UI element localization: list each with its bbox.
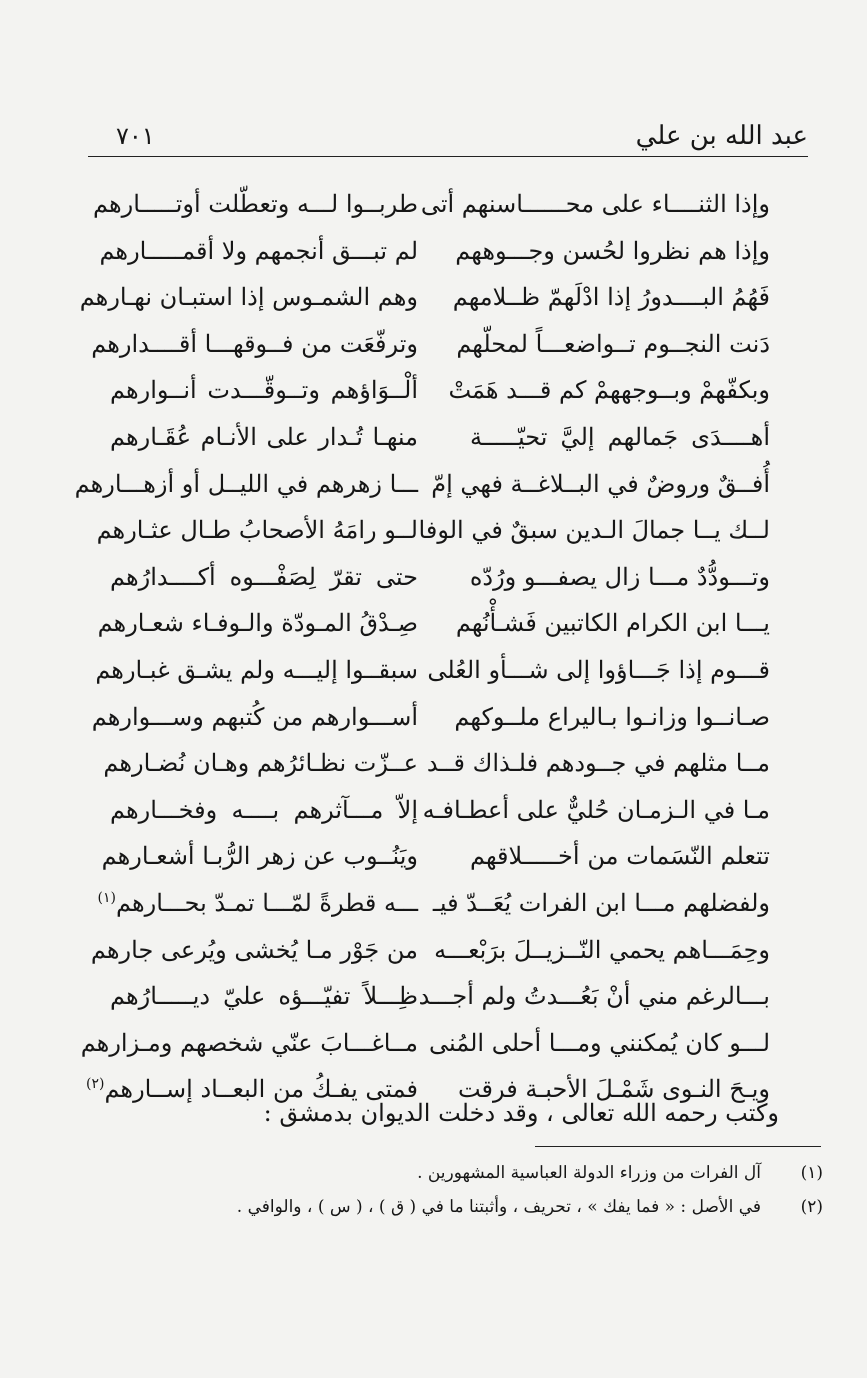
verse-second-hemistich-text: إلاّ مـــآثرهم بــــه وفخـــارهم — [110, 795, 418, 824]
footnote-text: في الأصل : « فما يفك » ، تحريف ، وأثبتنا ما في ( ق ) ، ( س ) ، والوافي . — [236, 1197, 761, 1217]
verse-second-hemistich — [80, 1019, 418, 1067]
verse-first-hemistich: فَهُمُ البــــدورُ إذا ادْلَهمّ ظــلامهم — [452, 283, 770, 312]
verse — [80, 739, 800, 787]
verse — [80, 180, 800, 228]
verse-second-hemistich-text: ـــا زهرهم في الليــل أو أزهـــارهم — [74, 469, 418, 498]
verse — [80, 506, 800, 554]
verse-first-hemistich: ولفضلهم مـــا ابن الفرات يُعَــدّ فيـ — [432, 889, 770, 917]
footnote — [83, 1190, 823, 1224]
verse — [80, 879, 800, 927]
verse-second-hemistich — [93, 180, 418, 228]
verse-first-hemistich: صـانــوا وزانـوا بـاليراع ملــوكهم — [454, 702, 770, 731]
closing-line: وكتب رحمه الله تعالى ، وقد دخلت الديوان بدمشق : — [263, 1099, 779, 1127]
verse-second-hemistich-text: لــو رامَهُ الأصحابُ طـال عثـارهم — [96, 516, 418, 545]
verse-second-hemistich-text: حتى تقرّ لِصَفْـــوه أكــــدارُهم — [110, 562, 418, 591]
verse-second-hemistich — [91, 693, 418, 741]
verse-first-hemistich: وإذا الثنــــاء على محــــــاسنهم أتى — [420, 190, 770, 218]
verse-second-hemistich-text: من جَوْر مـا يُخشى ويُرعى جارهم — [90, 935, 418, 964]
verse-second-hemistich-text: منهـا تُـدار على الأنـام عُقَـارهم — [110, 423, 418, 451]
verse — [80, 599, 800, 647]
verse — [80, 972, 800, 1020]
verse-second-hemistich-text: عــزّت نظـائرُهم وهـان نُضـارهم — [103, 749, 418, 778]
footnote-reference: (١) — [97, 890, 116, 906]
verse-second-hemistich-text: ألْــوَاؤهم وتــوقّـــدت أنــوارهم — [110, 376, 418, 405]
verse — [80, 1019, 800, 1067]
verse-second-hemistich-text: فمتى يفـكُ من البعــاد إســارهم — [104, 1075, 418, 1104]
verse-second-hemistich — [79, 273, 418, 321]
verse-second-hemistich — [101, 832, 418, 880]
verse-second-hemistich-text: وهم الشمـوس إذا استبـان نهـارهم — [79, 283, 418, 312]
verse-second-hemistich — [96, 506, 418, 554]
verse — [80, 413, 800, 461]
verse-first-hemistich: وحِمَـــاهم يحمي النّــزيــلَ برَبْعـــه — [434, 935, 770, 964]
verse-second-hemistich-text: مــاغـــابَ عنّي شخصهم ومـزارهم — [80, 1028, 418, 1057]
verse-first-hemistich: ويـحَ النـوى شَمْـلَ الأحبـة فرقت — [457, 1075, 770, 1104]
verse-first-hemistich: مـا في الـزمـان حُليٌّ على أعطـافـه — [422, 795, 770, 824]
verse-second-hemistich — [91, 320, 418, 368]
footnote — [83, 1156, 823, 1190]
verse-first-hemistich: تتعلم النّسَمات من أخـــــلاقهم — [470, 842, 770, 871]
verse-second-hemistich-text: وترفّعَت من فــوقهـــا أقــــدارهم — [91, 329, 418, 358]
verse-second-hemistich — [99, 227, 418, 275]
verse-second-hemistich-text: ويَنُــوب عن زهر الرُّبـا أشعـارهم — [101, 842, 418, 871]
verse — [74, 460, 800, 508]
verse-first-hemistich: وتـــودُّدٌ مـــا زال يصفـــو ورُدّه — [469, 562, 770, 591]
verse-first-hemistich: لــك يــا جمالَ الـدين سبقٌ في الوفا — [418, 516, 770, 545]
verse-first-hemistich: وإذا هم نظروا لحُسن وجـــوههم — [455, 236, 770, 265]
verse-second-hemistich — [95, 646, 418, 694]
verse-first-hemistich: قـــوم إذا جَـــاؤوا إلى شـــأو العُلى — [427, 656, 770, 684]
verse-second-hemistich-text: صِـدْقُ المـودّة والـوفـاء شعـارهم — [97, 609, 418, 638]
verse-first-hemistich: دَنت النجــوم تــواضعـــاً لمحلّهم — [456, 329, 770, 358]
verse-first-hemistich: لـــو كان يُمكنني ومـــا أحلى المُنى — [428, 1028, 770, 1057]
verse — [80, 366, 800, 414]
footnotes — [83, 1156, 823, 1224]
verse-second-hemistich — [90, 926, 418, 974]
verse — [80, 693, 800, 741]
footnote-rule — [535, 1146, 821, 1147]
verse-second-hemistich — [97, 599, 418, 647]
footnote-mark: (١) — [800, 1163, 823, 1183]
verse — [80, 646, 800, 694]
verse-second-hemistich — [110, 972, 418, 1020]
verse-second-hemistich-text: طربــوا لـــه وتعطّلت أوتـــــارهم — [93, 190, 418, 218]
verse-second-hemistich — [103, 739, 418, 787]
footnote-mark: (٢) — [800, 1197, 823, 1217]
verse-second-hemistich-text: أســـوارهم من كُتبهم وســـوارهم — [91, 702, 418, 731]
verse-second-hemistich-text: لم تبـــق أنجمهم ولا أقمـــــارهم — [99, 236, 418, 265]
verse — [80, 553, 800, 601]
verse-second-hemistich — [110, 366, 418, 414]
verse-first-hemistich: أُفــقٌ وروضٌ في البــلاغــة فهي إمّ — [431, 469, 770, 498]
verse — [80, 832, 800, 880]
verse-second-hemistich — [110, 553, 418, 601]
verse-first-hemistich: بـــالرغم مني أنْ بَعُـــدتُ ولم أجـــد — [418, 982, 770, 1011]
verse-first-hemistich: وبكفّهمْ وبــوجههمْ كم قـــد هَمَتْ — [448, 376, 770, 405]
header-rule — [88, 156, 808, 157]
verse — [80, 320, 800, 368]
verse-second-hemistich-text: ظِـــلاً تفيّـــؤه عليّ ديـــــارُهم — [110, 982, 418, 1011]
running-header — [88, 118, 808, 154]
verse-second-hemistich-text: ـــه قطرةً لمّـــا تمـدّ بحـــارهم — [115, 889, 418, 917]
verse — [80, 273, 800, 321]
verse-first-hemistich: يـــا ابن الكرام الكاتبين فَشـأْنُهم — [455, 609, 770, 638]
page-number: ٧٠١ — [116, 122, 155, 150]
verse-second-hemistich-text: سبقــوا إليـــه ولم يشـق غبـارهم — [95, 656, 418, 684]
verse — [80, 227, 800, 275]
verse-second-hemistich — [97, 879, 418, 927]
verse-first-hemistich: أهــــدَى جَمالهم إليَّ تحيّـــــة — [470, 423, 770, 451]
verse — [80, 926, 800, 974]
footnote-text: آل الفرات من وزراء الدولة العباسية المشهورين . — [417, 1163, 761, 1183]
header-author: عبد الله بن علي — [635, 121, 808, 151]
footnote-reference: (٢) — [85, 1076, 105, 1093]
verse-second-hemistich — [74, 460, 418, 508]
verse — [80, 786, 800, 834]
verse-first-hemistich: مــا مثلهم في جــودهم فلـذاك قــد — [426, 749, 770, 778]
verse-second-hemistich — [110, 786, 418, 834]
verse-second-hemistich — [110, 413, 418, 461]
